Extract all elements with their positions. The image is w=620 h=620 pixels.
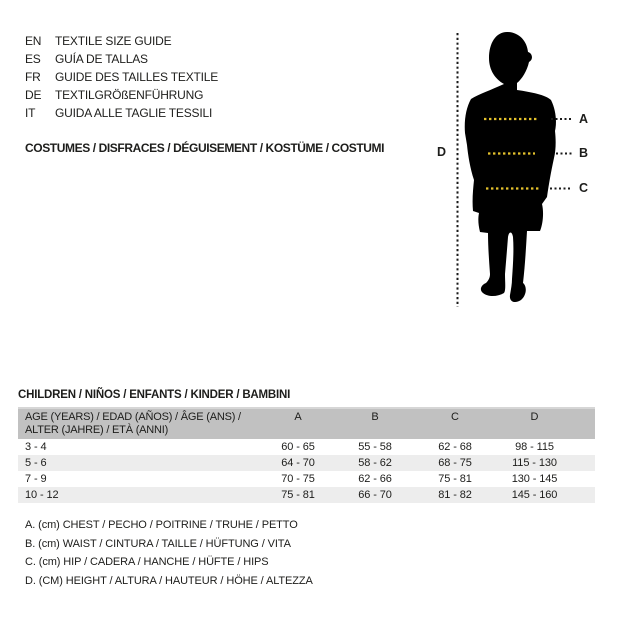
lang-label: GUÍA DE TALLAS <box>55 52 148 66</box>
measure-label-d: D <box>437 145 447 159</box>
column-header-b: B <box>371 411 379 423</box>
lang-row-de <box>25 86 218 104</box>
column-header-a: A <box>294 411 302 423</box>
legend-item-chest: A. (cm) CHEST / PECHO / POITRINE / TRUHE / PETTO <box>25 519 298 531</box>
legend-item-hip: C. (cm) HIP / CADERA / HANCHE / HÜFTE / HIPS <box>25 556 269 568</box>
measure-label-c: C <box>579 181 589 195</box>
lang-code: EN <box>25 34 42 48</box>
height-cell: 145 - 160 <box>511 489 558 501</box>
language-list <box>25 32 218 122</box>
lang-code: FR <box>25 70 41 84</box>
age-header-line2: ALTER (JAHRE) / ETÀ (ANNI) <box>25 423 169 436</box>
lang-row-it <box>25 104 218 122</box>
age-column-header <box>18 411 260 436</box>
age-cell: 5 - 6 <box>25 457 47 469</box>
measure-label-b: B <box>579 146 589 160</box>
lang-code: IT <box>25 106 36 120</box>
height-cell: 130 - 145 <box>511 473 558 485</box>
hip-cell: 75 - 81 <box>438 473 472 485</box>
hip-cell: 68 - 75 <box>438 457 472 469</box>
age-cell: 3 - 4 <box>25 441 47 453</box>
lang-label: TEXTILE SIZE GUIDE <box>55 34 172 48</box>
height-cell: 115 - 130 <box>512 457 557 469</box>
legend-item-height: D. (CM) HEIGHT / ALTURA / HAUTEUR / HÖHE / ALTEZZA <box>25 574 313 587</box>
lang-code: DE <box>25 88 42 102</box>
lang-row-fr <box>25 68 218 86</box>
waist-cell: 58 - 62 <box>358 457 392 469</box>
table-section-title: CHILDREN / NIÑOS / ENFANTS / KINDER / BAMBINI <box>18 389 291 401</box>
lang-row-es <box>25 50 218 68</box>
lang-label: GUIDA ALLE TAGLIE TESSILI <box>55 106 213 120</box>
table-header-row <box>18 407 595 439</box>
measurement-legend <box>25 516 313 590</box>
children-size-table <box>18 407 595 503</box>
lang-row-en <box>25 32 218 50</box>
waist-cell: 62 - 66 <box>358 473 392 485</box>
age-header-line1: AGE (YEARS) / EDAD (AÑOS) / ÂGE (ANS) / <box>25 411 241 423</box>
hip-cell: 62 - 68 <box>438 441 472 453</box>
table-row <box>18 439 595 455</box>
table-row <box>18 487 595 503</box>
measure-label-a: A <box>579 112 589 126</box>
column-header-c: C <box>451 411 459 423</box>
measurement-figure <box>430 20 610 320</box>
lang-label: TEXTILGRÖßENFÜHRUNG <box>55 88 204 102</box>
age-cell: 10 - 12 <box>25 489 59 501</box>
chest-cell: 64 - 70 <box>281 457 315 469</box>
chest-cell: 70 - 75 <box>281 473 315 485</box>
lang-code: ES <box>25 52 41 66</box>
table-row <box>18 455 595 471</box>
column-header-d: D <box>530 411 539 423</box>
hip-cell: 81 - 82 <box>438 489 472 501</box>
age-cell: 7 - 9 <box>25 473 47 485</box>
child-silhouette-icon <box>465 32 556 302</box>
category-title: COSTUMES / DISFRACES / DÉGUISEMENT / KOSTÜME / COSTUMI <box>25 141 385 155</box>
legend-item-waist: B. (cm) WAIST / CINTURA / TAILLE / HÜFTUNG / VITA <box>25 537 291 550</box>
lang-label: GUIDE DES TAILLES TEXTILE <box>55 70 219 84</box>
height-cell: 98 - 115 <box>515 441 554 453</box>
waist-cell: 66 - 70 <box>358 489 392 501</box>
table-row <box>18 471 595 487</box>
waist-cell: 55 - 58 <box>358 441 392 453</box>
chest-cell: 75 - 81 <box>281 489 315 501</box>
chest-cell: 60 - 65 <box>281 441 315 453</box>
